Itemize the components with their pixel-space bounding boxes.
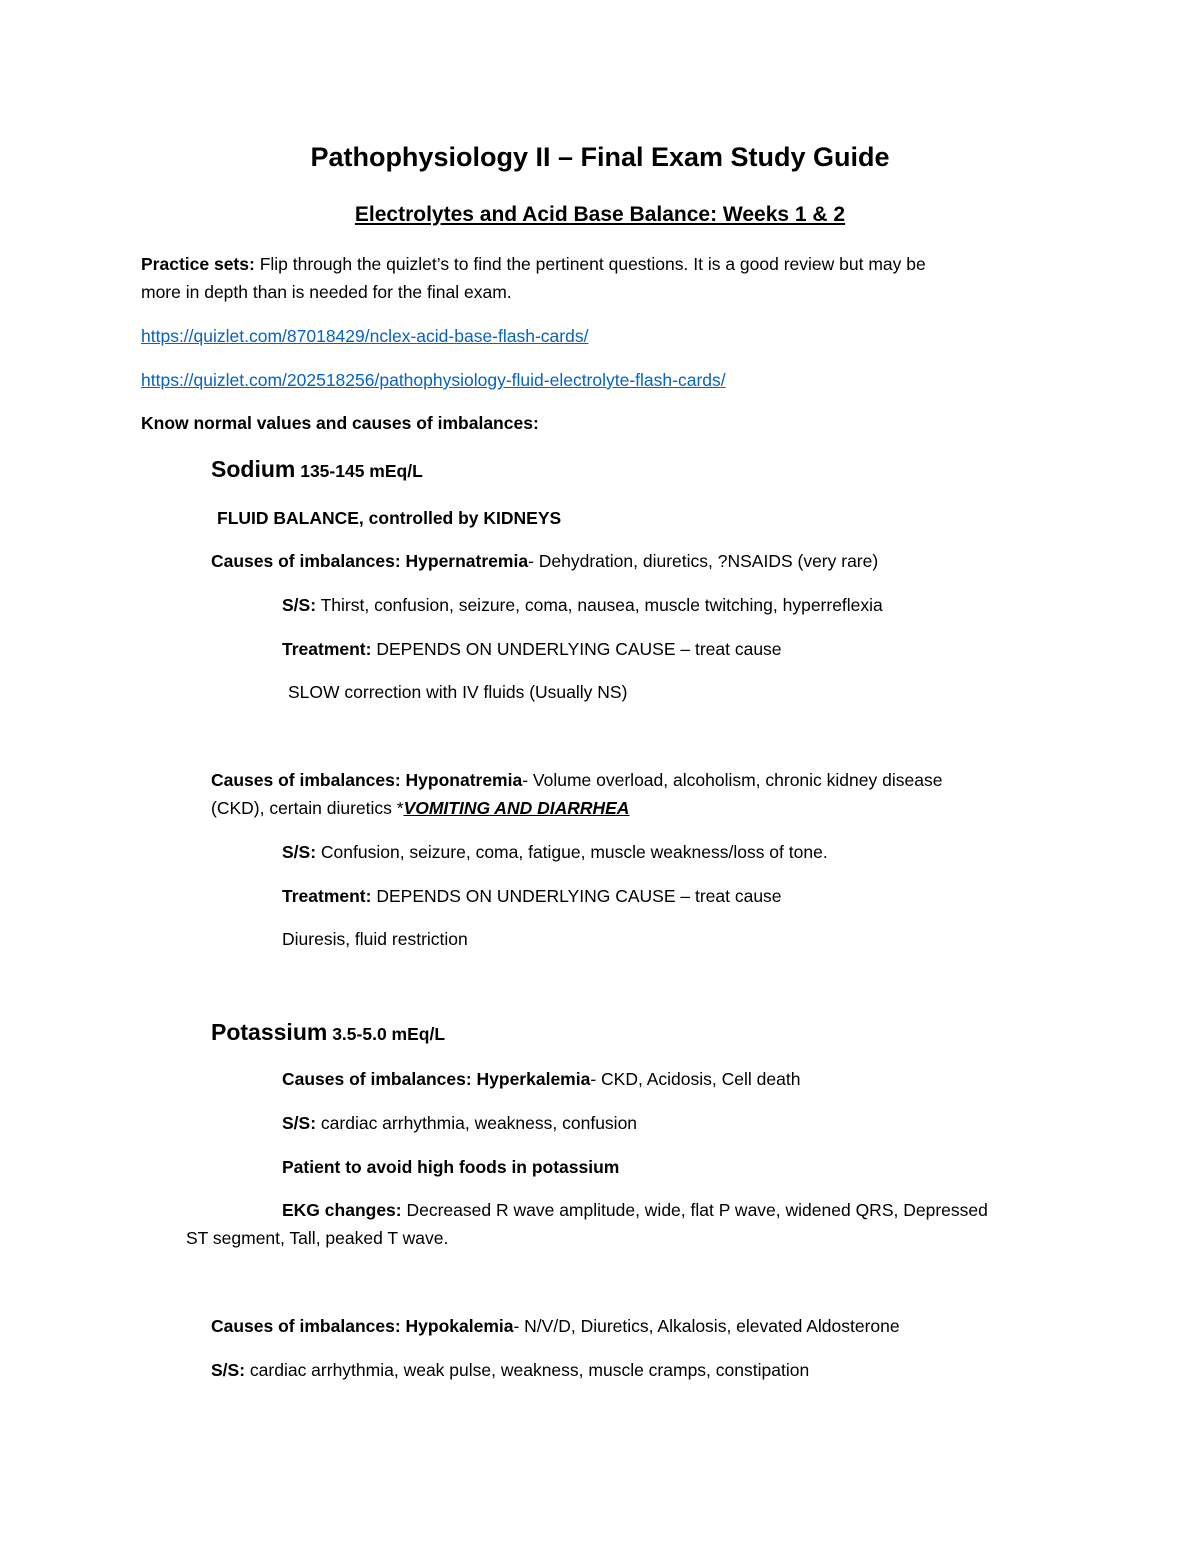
- practice-sets-line-1: [141, 250, 926, 278]
- hyperkalemia-causes-label: Causes of imbalances: Hyperkalemia: [282, 1069, 591, 1089]
- hyponatremia-causes-line-2: [211, 794, 629, 822]
- sodium-name: Sodium: [211, 456, 296, 482]
- hypokalemia-ss: [211, 1356, 809, 1384]
- know-normal-values-text: Know normal values and causes of imbalances:: [141, 413, 539, 433]
- sodium-fluid-balance-text: FLUID BALANCE, controlled by KIDNEYS: [217, 508, 562, 528]
- quizlet-link-fluid-electrolyte[interactable]: [141, 366, 726, 394]
- hyponatremia-treatment-label: Treatment:: [282, 886, 372, 906]
- sodium-range: 135-145 mEq/L: [295, 461, 423, 481]
- sodium-fluid-balance: [217, 504, 561, 532]
- hyperkalemia-ekg-label: EKG changes:: [282, 1200, 402, 1220]
- hyperkalemia-ekg-text: Decreased R wave amplitude, wide, flat P wave, widened QRS, Depressed: [401, 1200, 988, 1220]
- quizlet-link-acid-base-text[interactable]: https://quizlet.com/87018429/nclex-acid-base-flash-cards/: [141, 326, 589, 346]
- hyponatremia-treatment-extra: Diuresis, fluid restriction: [282, 929, 468, 949]
- hypernatremia-treatment-label: Treatment:: [282, 639, 372, 659]
- hypokalemia-causes-label: Causes of imbalances: Hypokalemia: [211, 1316, 514, 1336]
- practice-sets-text: Flip through the quizlet’s to find the pertinent questions. It is a good review but may be: [254, 254, 926, 274]
- hyponatremia-ss-label: S/S:: [282, 842, 317, 862]
- hyponatremia-causes-label: Causes of imbalances: Hyponatremia: [211, 770, 523, 790]
- hyperkalemia-ss-label: S/S:: [282, 1113, 317, 1133]
- hyperkalemia-causes-text: - CKD, Acidosis, Cell death: [590, 1069, 801, 1089]
- hyperkalemia-causes: [282, 1065, 800, 1093]
- hyperkalemia-avoid-text: Patient to avoid high foods in potassium: [282, 1157, 620, 1177]
- quizlet-link-fluid-electrolyte-text[interactable]: https://quizlet.com/202518256/pathophysiology-fluid-electrolyte-flash-cards/: [141, 370, 726, 390]
- hypernatremia-ss-label: S/S:: [282, 595, 317, 615]
- hyponatremia-causes-text-2: (CKD), certain diuretics *: [211, 798, 404, 818]
- hyperkalemia-avoid: [282, 1153, 619, 1181]
- hyponatremia-ss-text: Confusion, seizure, coma, fatigue, muscle weakness/loss of tone.: [316, 842, 828, 862]
- hyponatremia-treatment-text: DEPENDS ON UNDERLYING CAUSE – treat cause: [371, 886, 782, 906]
- hyperkalemia-ekg-line-1: [282, 1196, 988, 1224]
- practice-sets-line-2: more in depth than is needed for the final exam.: [141, 282, 512, 302]
- hypernatremia-causes-text: - Dehydration, diuretics, ?NSAIDS (very rare): [528, 551, 879, 571]
- hypernatremia-treatment: [282, 635, 782, 663]
- hyponatremia-treatment: [282, 882, 782, 910]
- hypokalemia-ss-text: cardiac arrhythmia, weak pulse, weakness, muscle cramps, constipation: [245, 1360, 810, 1380]
- vomiting-diarrhea-emphasis: VOMITING AND DIARRHEA: [403, 798, 630, 818]
- hyponatremia-causes-line-1: [211, 766, 942, 794]
- hyperkalemia-ss-text: cardiac arrhythmia, weakness, confusion: [316, 1113, 638, 1133]
- hypokalemia-causes: [211, 1312, 900, 1340]
- hypernatremia-ss: [282, 591, 883, 619]
- section-heading: Electrolytes and Acid Base Balance: Weeks 1 & 2: [354, 203, 846, 226]
- hypokalemia-causes-text: - N/V/D, Diuretics, Alkalosis, elevated Aldosterone: [513, 1316, 900, 1336]
- potassium-heading: [211, 1018, 445, 1048]
- hyperkalemia-ss: [282, 1109, 637, 1137]
- document-title: Pathophysiology II – Final Exam Study Guide: [310, 142, 890, 172]
- hypernatremia-treatment-extra: SLOW correction with IV fluids (Usually NS): [288, 682, 628, 702]
- sodium-heading: [211, 455, 423, 485]
- quizlet-link-acid-base[interactable]: [141, 322, 588, 350]
- hyponatremia-ss: [282, 838, 828, 866]
- know-normal-values: [141, 409, 539, 437]
- hypernatremia-treatment-text: DEPENDS ON UNDERLYING CAUSE – treat cause: [371, 639, 782, 659]
- hyponatremia-causes-text: - Volume overload, alcoholism, chronic kidney disease: [522, 770, 943, 790]
- hypernatremia-causes: [211, 547, 878, 575]
- hypernatremia-ss-text: Thirst, confusion, seizure, coma, nausea, muscle twitching, hyperreflexia: [316, 595, 883, 615]
- potassium-range: 3.5-5.0 mEq/L: [327, 1024, 446, 1044]
- hypernatremia-causes-label: Causes of imbalances: Hypernatremia: [211, 551, 529, 571]
- hypokalemia-ss-label: S/S:: [211, 1360, 246, 1380]
- practice-sets-label: Practice sets:: [141, 254, 255, 274]
- potassium-name: Potassium: [211, 1019, 328, 1045]
- hyperkalemia-ekg-line-2: ST segment, Tall, peaked T wave.: [186, 1228, 449, 1248]
